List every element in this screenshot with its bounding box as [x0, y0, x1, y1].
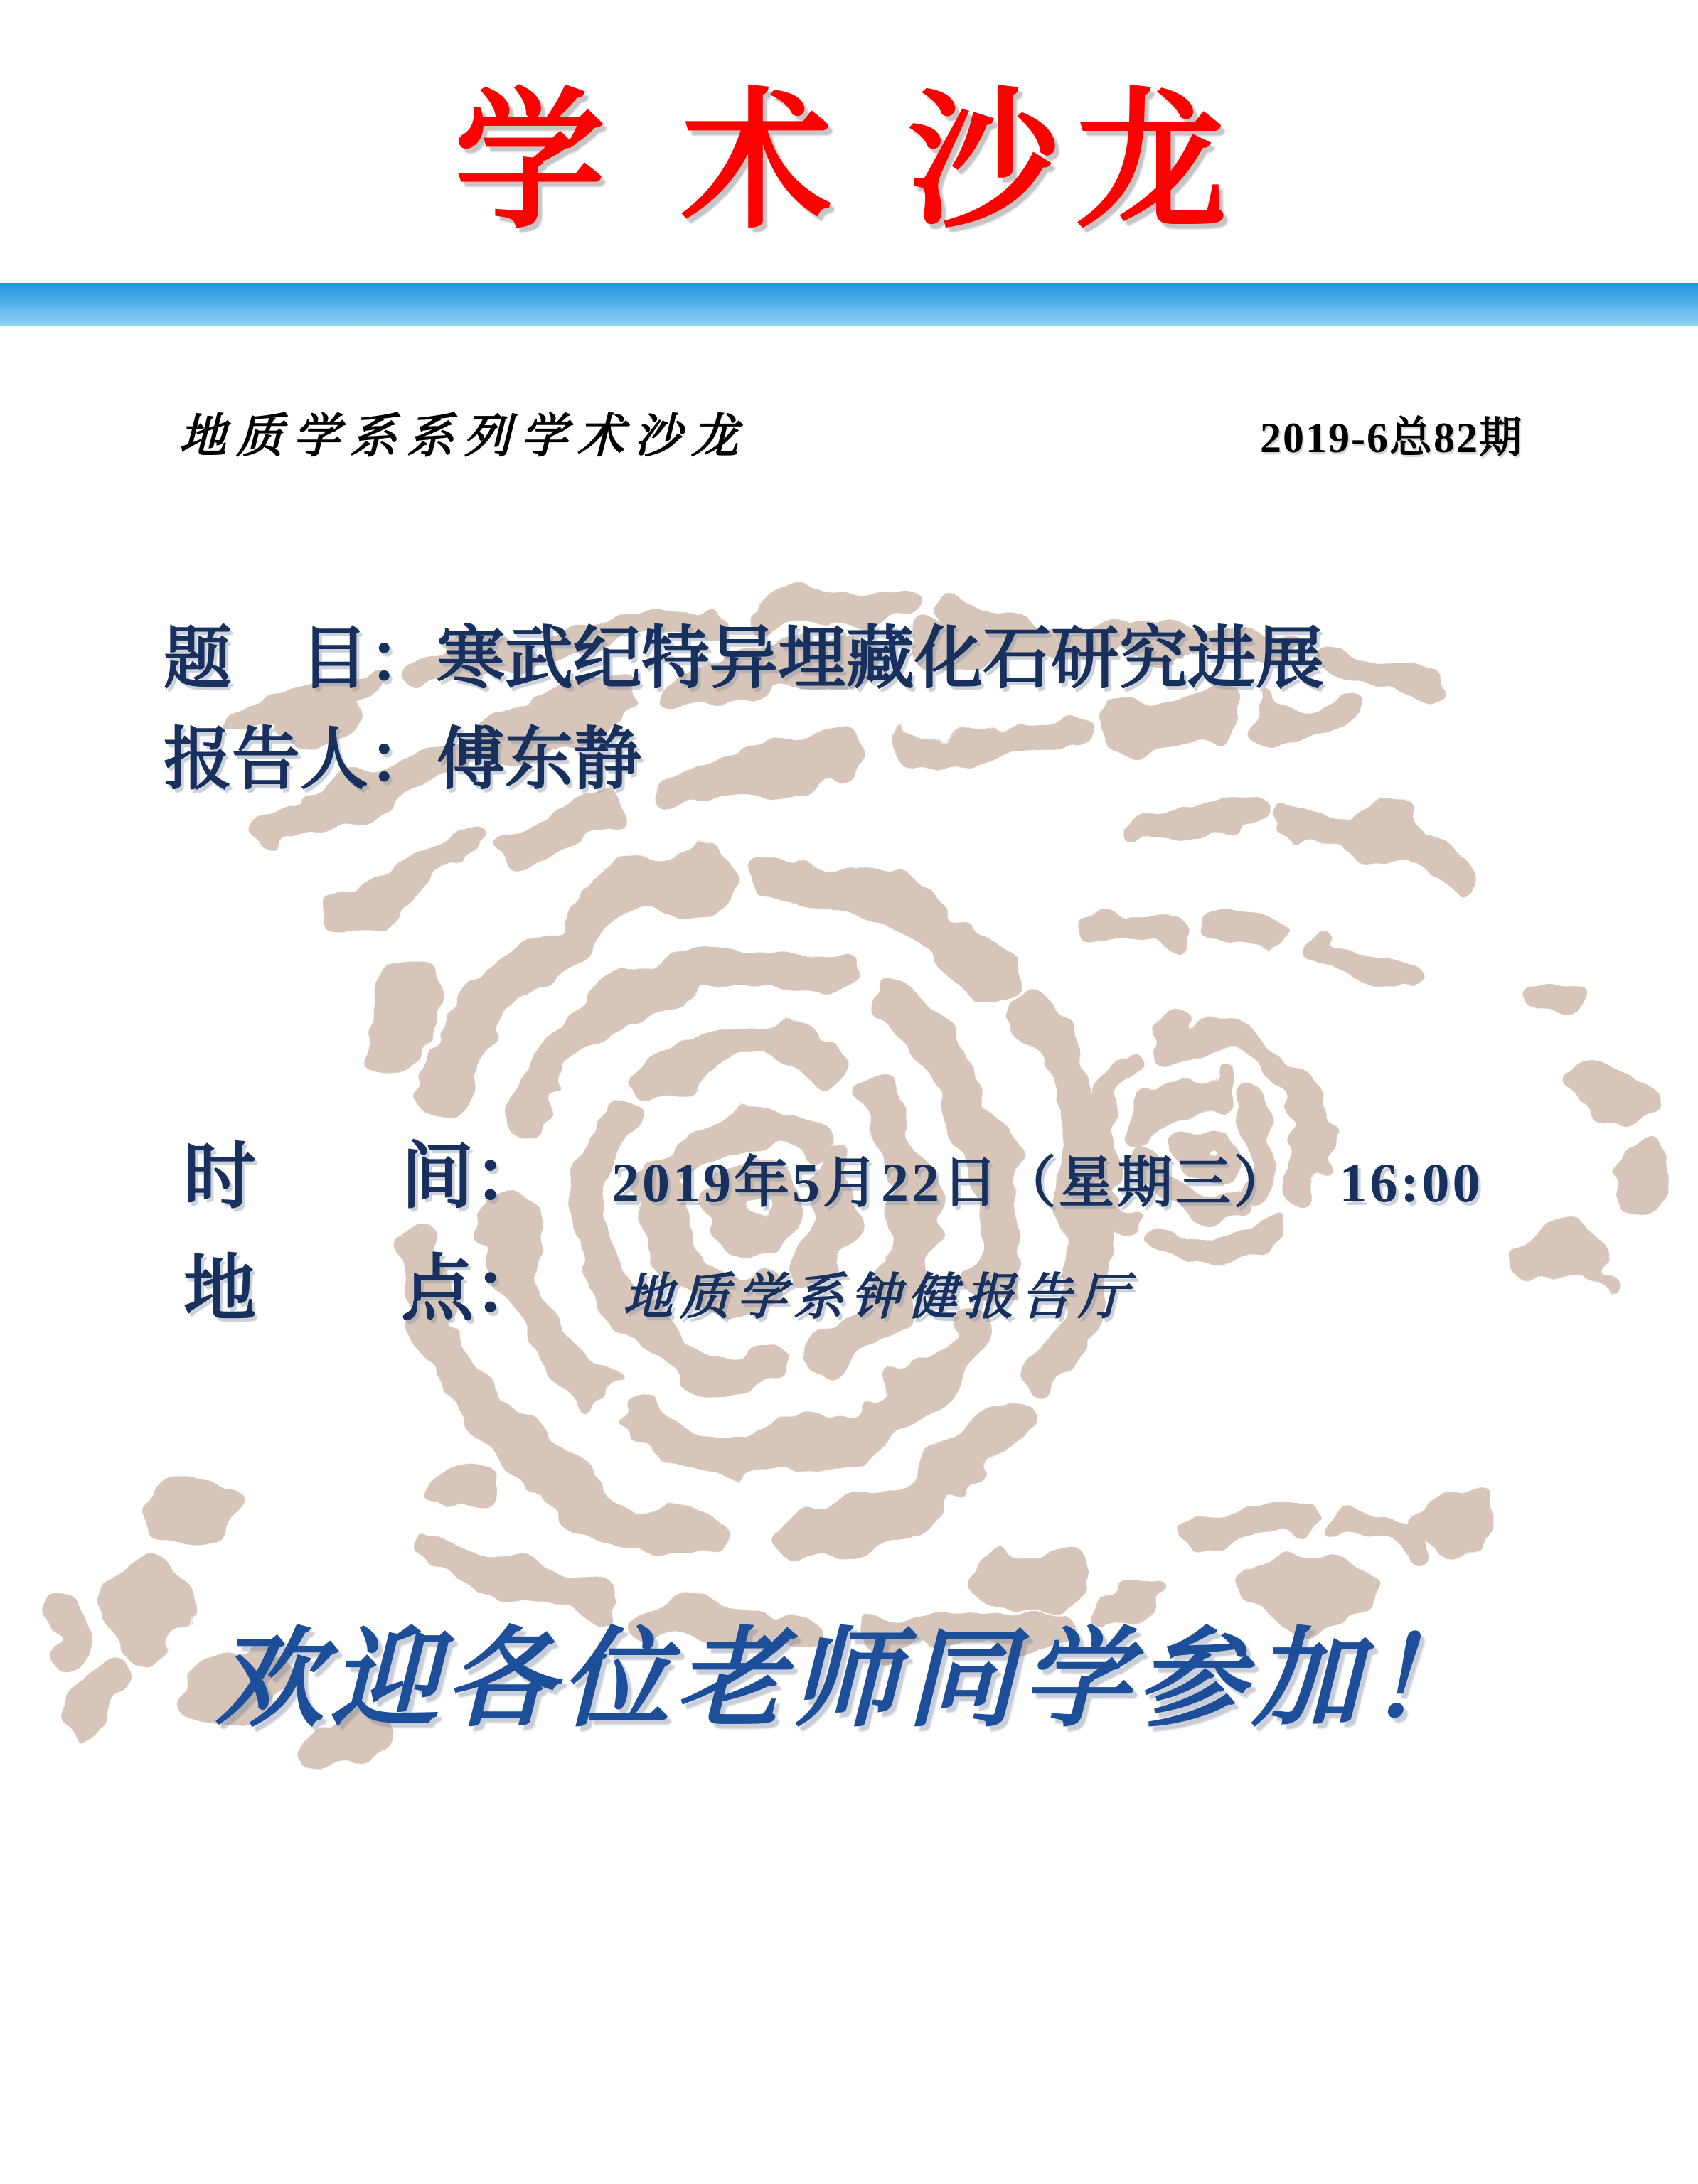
venue-value: 地质学系钟健报告厅 — [623, 1270, 1135, 1325]
series-issue-row — [179, 398, 1523, 466]
time-label: 时 间： — [183, 1136, 546, 1217]
topic-value: 寒武纪特异埋藏化石研究进展 — [437, 621, 1324, 697]
welcome-message: 欢迎各位老师同学参加！ — [215, 1620, 1483, 1740]
title-divider-bar — [0, 283, 1698, 326]
topic-label: 题 目： — [164, 621, 437, 697]
speaker-label: 报告人： — [164, 722, 437, 798]
time-value: 2019年5月22日（星期三） 16:00 — [612, 1152, 1483, 1214]
page-title: 学 术 沙龙 — [454, 77, 1244, 245]
time-line — [183, 1119, 1483, 1223]
speaker-value: 傅东静 — [437, 722, 641, 798]
venue-line — [183, 1231, 1135, 1335]
issue-number: 2019-6总82期 — [1260, 414, 1523, 461]
venue-label: 地 点： — [183, 1248, 546, 1329]
speaker-line — [164, 705, 641, 803]
topic-line — [164, 604, 1324, 702]
series-label: 地质学系系列学术沙龙 — [179, 411, 748, 463]
